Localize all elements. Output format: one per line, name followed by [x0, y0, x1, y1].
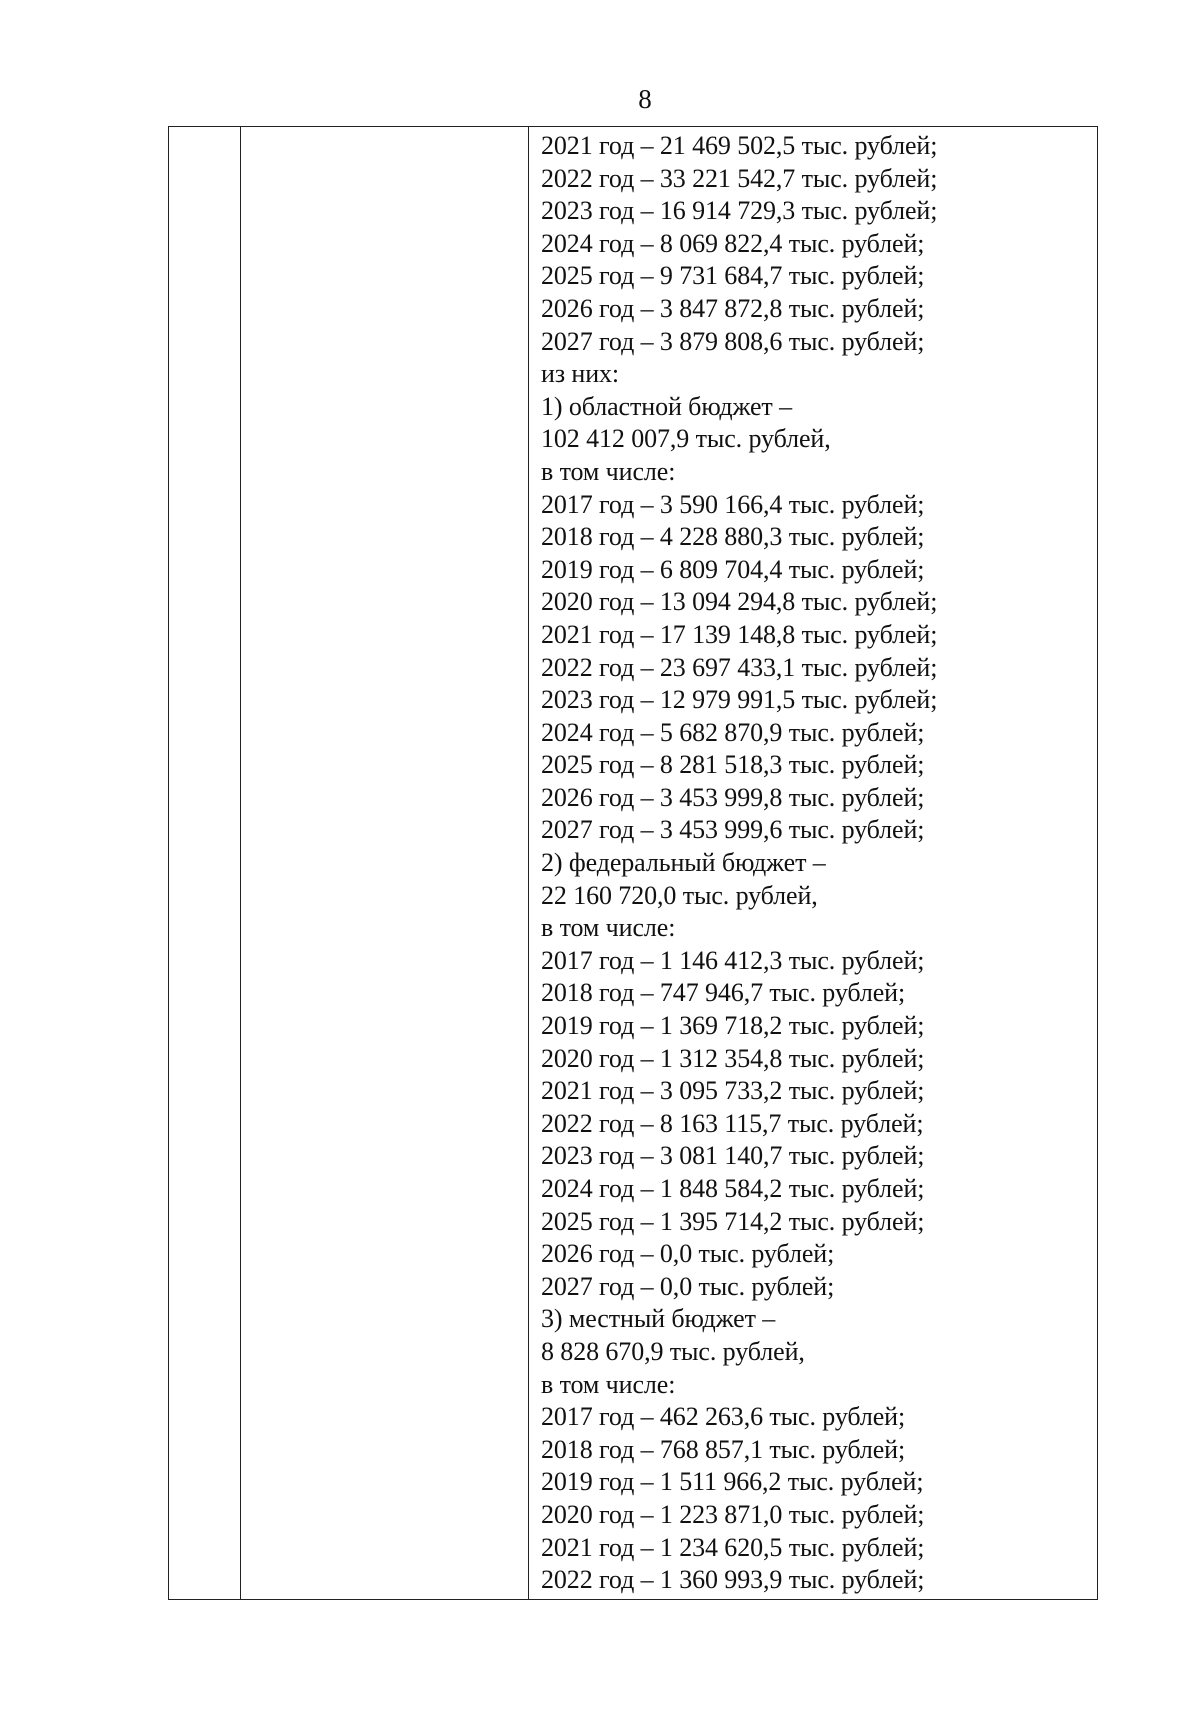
funding-line: 2020 год – 1 312 354,8 тыс. рублей; [541, 1043, 925, 1073]
funding-line: из них: [541, 359, 620, 389]
funding-line: 2021 год – 1 234 620,5 тыс. рублей; [541, 1532, 925, 1562]
funding-line: 8 828 670,9 тыс. рублей, [541, 1336, 805, 1366]
funding-line: 2017 год – 3 590 166,4 тыс. рублей; [541, 489, 925, 519]
funding-line: 2027 год – 3 453 999,6 тыс. рублей; [541, 815, 925, 845]
funding-line: 2018 год – 4 228 880,3 тыс. рублей; [541, 522, 925, 552]
funding-line: в том числе: [541, 913, 676, 943]
funding-line: 2020 год – 1 223 871,0 тыс. рублей; [541, 1499, 925, 1529]
funding-line: 22 160 720,0 тыс. рублей, [541, 880, 818, 910]
funding-line: 2019 год – 6 809 704,4 тыс. рублей; [541, 554, 925, 584]
funding-line: 2025 год – 9 731 684,7 тыс. рублей; [541, 261, 925, 291]
funding-line: 2023 год – 12 979 991,5 тыс. рублей; [541, 685, 938, 715]
funding-line: 2017 год – 462 263,6 тыс. рублей; [541, 1402, 906, 1432]
funding-line: 102 412 007,9 тыс. рублей, [541, 424, 831, 454]
funding-line: 2025 год – 8 281 518,3 тыс. рублей; [541, 750, 925, 780]
funding-line: 2020 год – 13 094 294,8 тыс. рублей; [541, 587, 938, 617]
funding-line: 2027 год – 0,0 тыс. рублей; [541, 1271, 835, 1301]
funding-line: 2026 год – 3 847 872,8 тыс. рублей; [541, 293, 925, 323]
funding-line: 2027 год – 3 879 808,6 тыс. рублей; [541, 326, 925, 356]
funding-line: 1) областной бюджет – [541, 391, 792, 421]
funding-line: 2023 год – 16 914 729,3 тыс. рублей; [541, 196, 938, 226]
funding-line: 2021 год – 21 469 502,5 тыс. рублей; [541, 131, 938, 160]
funding-line: 2021 год – 17 139 148,8 тыс. рублей; [541, 619, 938, 649]
funding-line: 2025 год – 1 395 714,2 тыс. рублей; [541, 1206, 925, 1236]
table-column-index [169, 127, 241, 1599]
funding-line: 2026 год – 3 453 999,8 тыс. рублей; [541, 782, 925, 812]
funding-line: 3) местный бюджет – [541, 1304, 776, 1334]
funding-line: в том числе: [541, 1369, 676, 1399]
funding-line: 2017 год – 1 146 412,3 тыс. рублей; [541, 945, 925, 975]
funding-line: 2024 год – 8 069 822,4 тыс. рублей; [541, 228, 925, 258]
funding-table [168, 126, 1098, 1600]
funding-line: 2019 год – 1 369 718,2 тыс. рублей; [541, 1011, 925, 1041]
funding-line: 2022 год – 33 221 542,7 тыс. рублей; [541, 163, 938, 193]
funding-line: 2022 год – 23 697 433,1 тыс. рублей; [541, 652, 938, 682]
funding-line: 2024 год – 1 848 584,2 тыс. рублей; [541, 1174, 925, 1203]
funding-line: 2) федеральный бюджет – [541, 848, 826, 878]
table-column-label [241, 127, 529, 1599]
funding-line: 2022 год – 8 163 115,7 тыс. рублей; [541, 1108, 924, 1138]
table-column-values [529, 127, 1097, 1599]
funding-line: 2021 год – 3 095 733,2 тыс. рублей; [541, 1076, 925, 1106]
funding-line: 2024 год – 5 682 870,9 тыс. рублей; [541, 717, 925, 747]
funding-line: 2018 год – 747 946,7 тыс. рублей; [541, 978, 906, 1008]
funding-line: 2018 год – 768 857,1 тыс. рублей; [541, 1434, 906, 1464]
funding-line: 2019 год – 1 511 966,2 тыс. рублей; [541, 1467, 924, 1497]
funding-line: 2022 год – 1 360 993,9 тыс. рублей; [541, 1565, 925, 1595]
funding-line: в том числе: [541, 456, 676, 486]
page-number: 8 [638, 84, 652, 114]
funding-line: 2026 год – 0,0 тыс. рублей; [541, 1239, 835, 1269]
funding-line: 2023 год – 3 081 140,7 тыс. рублей; [541, 1141, 925, 1171]
